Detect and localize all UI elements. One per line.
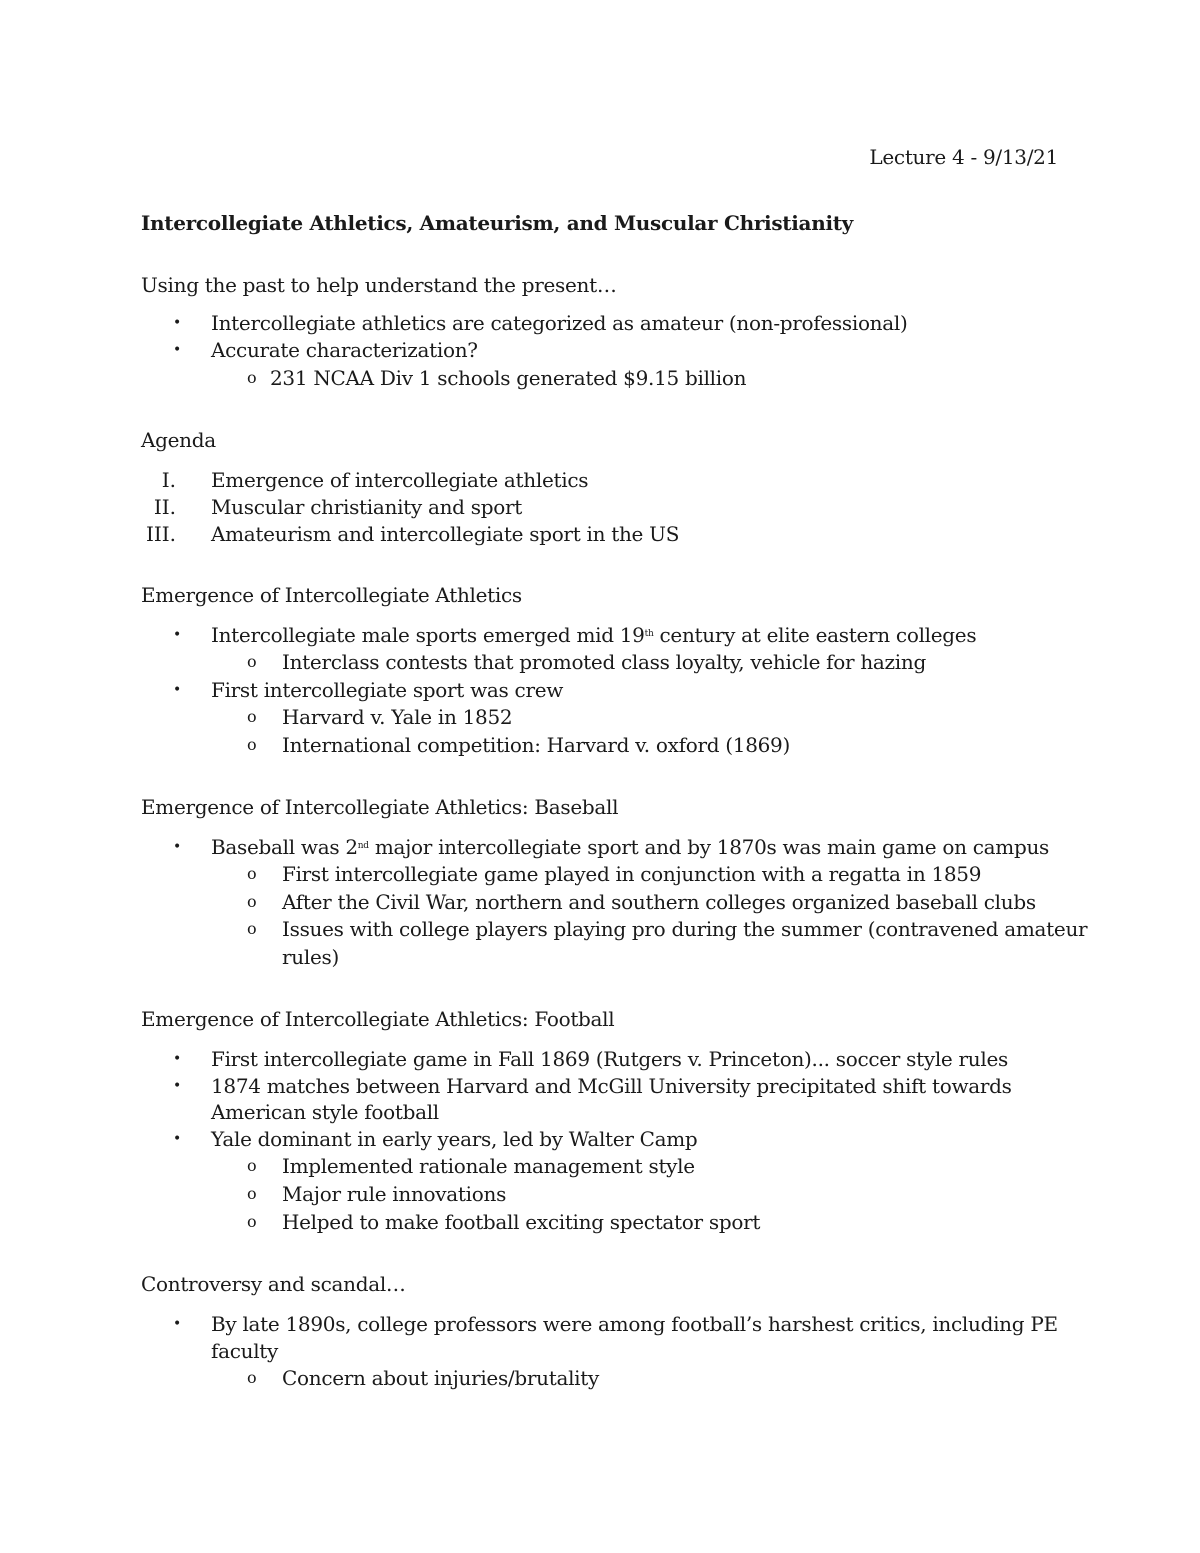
text-part: Intercollegiate male sports emerged mid 19: [211, 623, 645, 647]
sub-list-item: After the Civil War, northern and southern colleges organized baseball clubs: [282, 890, 1036, 914]
sub-bullet-marker: o: [247, 892, 257, 911]
sub-bullet-marker: o: [247, 1212, 257, 1231]
sub-bullet-marker: o: [247, 919, 257, 938]
list-item: First intercollegiate sport was crew: [211, 678, 564, 702]
list-item: By late 1890s, college professors were among football’s harshest critics, including PE: [211, 1312, 1058, 1336]
list-item-continuation: American style football: [211, 1100, 439, 1124]
sub-list-item: Issues with college players playing pro during the summer (contravened amateur: [282, 917, 1088, 941]
list-item: 1874 matches between Harvard and McGill University precipitated shift towards: [211, 1074, 1012, 1098]
bullet-marker: •: [173, 682, 182, 698]
sub-list-item: Harvard v. Yale in 1852: [282, 705, 513, 729]
list-item: [211, 833, 1049, 861]
text-part: century at elite eastern colleges: [653, 623, 977, 647]
sub-bullet-marker: o: [247, 1368, 257, 1387]
sub-list-item: Concern about injuries/brutality: [282, 1366, 599, 1390]
sub-bullet-marker: o: [247, 1184, 257, 1203]
agenda-numeral: I.: [161, 468, 176, 492]
list-item: Intercollegiate athletics are categorized as amateur (non-professional): [211, 311, 908, 335]
list-item: Accurate characterization?: [211, 338, 478, 362]
agenda-item: Emergence of intercollegiate athletics: [211, 468, 589, 492]
bullet-marker: •: [173, 1316, 182, 1332]
sub-list-item: First intercollegiate game played in conjunction with a regatta in 1859: [282, 862, 982, 886]
sub-bullet-marker: o: [247, 368, 257, 387]
document-title: Intercollegiate Athletics, Amateurism, and Muscular Christianity: [141, 211, 854, 235]
list-item: [211, 621, 976, 649]
baseball-heading: Emergence of Intercollegiate Athletics: Baseball: [141, 795, 619, 819]
sub-list-item: Interclass contests that promoted class loyalty, vehicle for hazing: [282, 650, 926, 674]
bullet-marker: •: [173, 839, 182, 855]
superscript: nd: [357, 841, 369, 851]
sub-list-item: 231 NCAA Div 1 schools generated $9.15 billion: [270, 366, 747, 390]
list-item: First intercollegiate game in Fall 1869 (Rutgers v. Princeton)... soccer style rules: [211, 1047, 1008, 1071]
sub-bullet-marker: o: [247, 652, 257, 671]
bullet-marker: •: [173, 342, 182, 358]
agenda-item: Amateurism and intercollegiate sport in the US: [211, 522, 680, 546]
bullet-marker: •: [173, 315, 182, 331]
bullet-marker: •: [173, 1051, 182, 1067]
agenda-item: Muscular christianity and sport: [211, 495, 522, 519]
bullet-marker: •: [173, 1131, 182, 1147]
sub-bullet-marker: o: [247, 1156, 257, 1175]
agenda-heading: Agenda: [141, 428, 216, 452]
sub-bullet-marker: o: [247, 707, 257, 726]
emergence-heading: Emergence of Intercollegiate Athletics: [141, 583, 522, 607]
sub-list-item: Helped to make football exciting spectator sport: [282, 1210, 761, 1234]
sub-list-item: Major rule innovations: [282, 1182, 507, 1206]
football-heading: Emergence of Intercollegiate Athletics: Football: [141, 1007, 615, 1031]
sub-list-item: International competition: Harvard v. oxford (1869): [282, 733, 790, 757]
intro-heading: Using the past to help understand the present…: [141, 273, 617, 297]
list-item-continuation: faculty: [211, 1339, 279, 1363]
bullet-marker: •: [173, 627, 182, 643]
list-item: Yale dominant in early years, led by Walter Camp: [211, 1127, 698, 1151]
sub-list-item-continuation: rules): [282, 945, 339, 969]
text-part: Baseball was 2: [211, 835, 358, 859]
sub-bullet-marker: o: [247, 864, 257, 883]
text-part: major intercollegiate sport and by 1870s was main game on campus: [368, 835, 1050, 859]
superscript: th: [644, 629, 654, 639]
controversy-heading: Controversy and scandal…: [141, 1272, 406, 1296]
agenda-numeral: II.: [153, 495, 176, 519]
lecture-date-header: Lecture 4 - 9/13/21: [869, 145, 1058, 169]
sub-bullet-marker: o: [247, 735, 257, 754]
bullet-marker: •: [173, 1078, 182, 1094]
agenda-numeral: III.: [145, 522, 176, 546]
sub-list-item: Implemented rationale management style: [282, 1154, 695, 1178]
